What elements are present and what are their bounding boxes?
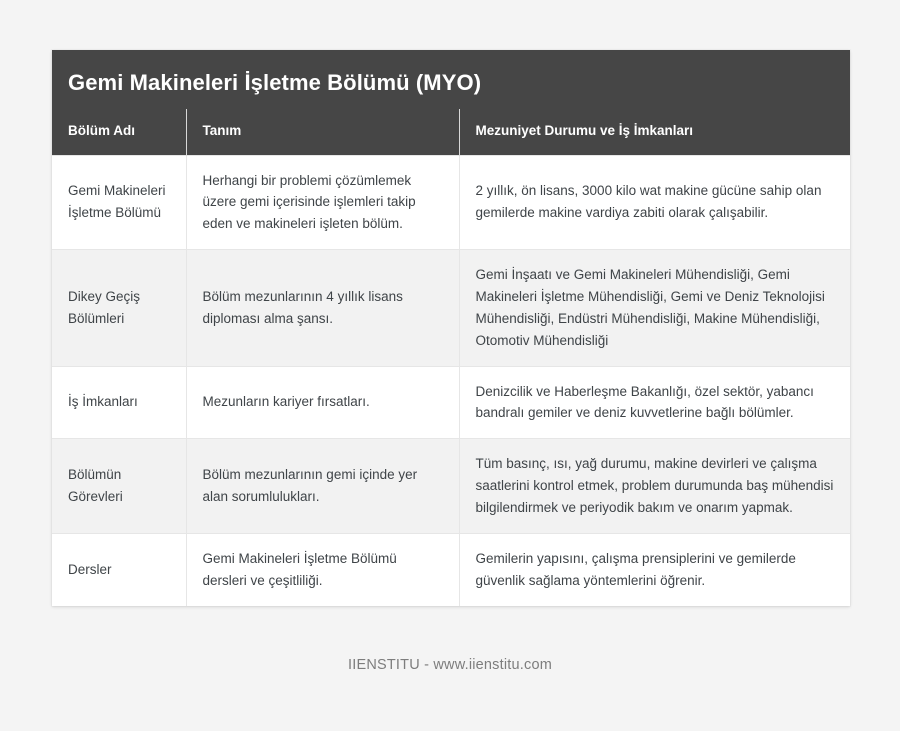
cell-tanim: Bölüm mezunlarının gemi içinde yer alan sorumlulukları. bbox=[186, 439, 459, 534]
cell-mezuniyet: Tüm basınç, ısı, yağ durumu, makine devirleri ve çalışma saatlerini kontrol etmek, problem durumunda baş mühendisi bilgilendirmek ve periyodik bakım ve onarım yapmak. bbox=[459, 439, 850, 534]
cell-bolum-adi: Dersler bbox=[52, 533, 186, 605]
info-table-card bbox=[52, 50, 850, 606]
cell-tanim: Mezunların kariyer fırsatları. bbox=[186, 366, 459, 439]
table-row bbox=[52, 366, 850, 439]
table-row bbox=[52, 439, 850, 534]
table-body bbox=[52, 155, 850, 606]
cell-tanim: Bölüm mezunlarının 4 yıllık lisans diploması alma şansı. bbox=[186, 250, 459, 366]
cell-mezuniyet: Denizcilik ve Haberleşme Bakanlığı, özel sektör, yabancı bandralı gemiler ve deniz kuvvetlerine bağlı bölümler. bbox=[459, 366, 850, 439]
cell-mezuniyet: 2 yıllık, ön lisans, 3000 kilo wat makine gücüne sahip olan gemilerde makine vardiya zabiti olarak çalışabilir. bbox=[459, 155, 850, 250]
cell-mezuniyet: Gemilerin yapısını, çalışma prensiplerini ve gemilerde güvenlik sağlama yöntemlerini öğrenir. bbox=[459, 533, 850, 605]
cell-bolum-adi: İş İmkanları bbox=[52, 366, 186, 439]
cell-bolum-adi: Bölümün Görevleri bbox=[52, 439, 186, 534]
info-table bbox=[52, 109, 850, 606]
table-row bbox=[52, 155, 850, 250]
cell-bolum-adi: Dikey Geçiş Bölümleri bbox=[52, 250, 186, 366]
table-header-row bbox=[52, 109, 850, 155]
cell-tanim: Herhangi bir problemi çözümlemek üzere gemi içerisinde işlemleri takip eden ve makineleri işleten bölüm. bbox=[186, 155, 459, 250]
cell-mezuniyet: Gemi İnşaatı ve Gemi Makineleri Mühendisliği, Gemi Makineleri İşletme Mühendisliği, Gemi ve Deniz Teknolojisi Mühendisliği, Endüstri Mühendisliği, Makine Mühendisliği, Otomotiv Mühendisliği bbox=[459, 250, 850, 366]
table-title: Gemi Makineleri İşletme Bölümü (MYO) bbox=[52, 50, 850, 109]
table-head bbox=[52, 109, 850, 155]
table-row bbox=[52, 250, 850, 366]
column-header-bolum-adi: Bölüm Adı bbox=[52, 109, 186, 155]
cell-tanim: Gemi Makineleri İşletme Bölümü dersleri ve çeşitliliği. bbox=[186, 533, 459, 605]
table-row bbox=[52, 533, 850, 605]
footer-attribution: IIENSTITU - www.iienstitu.com bbox=[348, 657, 552, 673]
cell-bolum-adi: Gemi Makineleri İşletme Bölümü bbox=[52, 155, 186, 250]
column-header-tanim: Tanım bbox=[186, 109, 459, 155]
column-header-mezuniyet: Mezuniyet Durumu ve İş İmkanları bbox=[459, 109, 850, 155]
